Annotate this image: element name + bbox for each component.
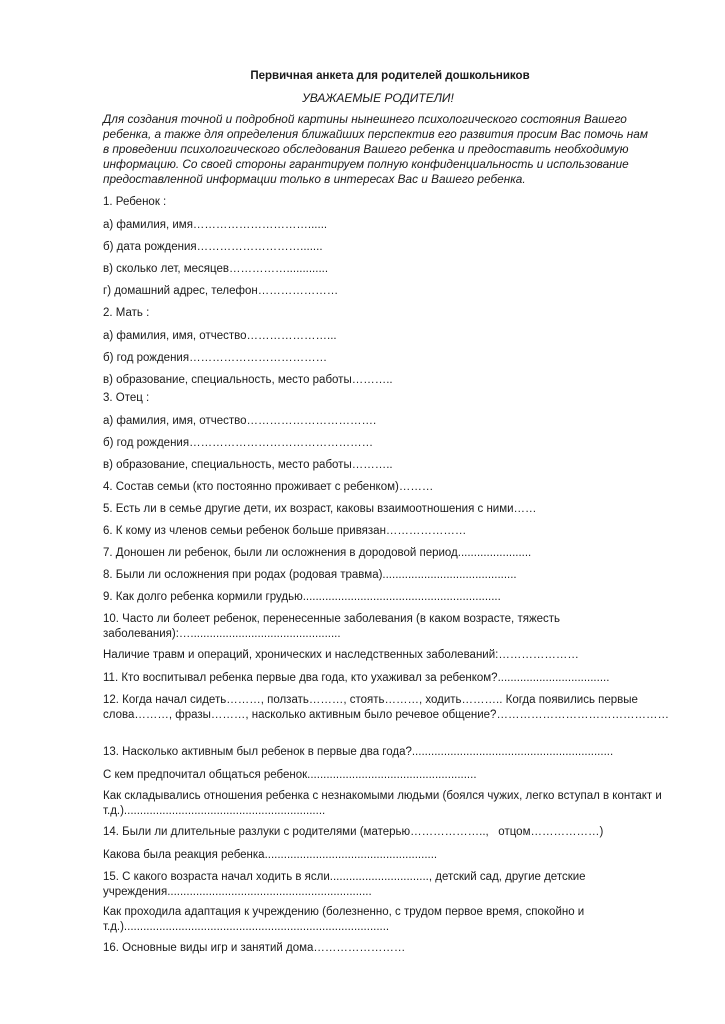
question-item: 4. Состав семьи (кто постоянно проживает с ребенком)……… bbox=[103, 481, 434, 493]
question-item: б) год рождения………………………………………… bbox=[103, 437, 374, 449]
question-item: б) год рождения……………………………… bbox=[103, 352, 328, 364]
question-item: 15. С какого возраста начал ходить в ясли..............................., детский сад, другие детские учреждения................................................................ bbox=[103, 871, 589, 898]
question-item: 13. Насколько активным был ребенок в первые два года?............................................................... bbox=[103, 746, 614, 758]
question-item: 9. Как долго ребенка кормили грудью.............................................................. bbox=[103, 591, 501, 603]
question-item: б) дата рождения………………………....... bbox=[103, 241, 323, 253]
document-title: Первичная анкета для родителей дошкольников bbox=[250, 70, 530, 82]
intro-paragraph: Для создания точной и подробной картины нынешнего психологического состояния Вашего ребенка, а также для определения ближайших перспектив его развития просим Вас помочь нам в проведении психологического обследования Вашего ребенка и предоставить необходимую информацию. Со своей стороны гарантируем полную конфиденциальность и использование предоставленной информации только в интересах Вас и Вашего ребенка. bbox=[103, 112, 648, 186]
greeting: УВАЖАЕМЫЕ РОДИТЕЛИ! bbox=[302, 91, 454, 105]
question-item: а) фамилия, имя, отчество…………………... bbox=[103, 330, 337, 342]
question-item: в) образование, специальность, место работы……….. bbox=[103, 374, 393, 386]
question-item: 3. Отец : bbox=[103, 392, 150, 404]
question-item: С кем предпочитал общаться ребенок..................................................... bbox=[103, 769, 477, 781]
question-item: Наличие травм и операций, хронических и наследственных заболеваний:………………… bbox=[103, 649, 579, 661]
question-item: 8. Были ли осложнения при родах (родовая травма).......................................... bbox=[103, 569, 517, 581]
question-item: 14. Были ли длительные разлуки с родителями (матерью……………….., отцом………………) bbox=[103, 826, 604, 838]
question-item: 16. Основные виды игр и занятий дома…………………… bbox=[103, 942, 406, 954]
question-item: в) образование, специальность, место работы……….. bbox=[103, 459, 393, 471]
question-item: 11. Кто воспитывал ребенка первые два года, кто ухаживал за ребенком?................................... bbox=[103, 672, 610, 684]
question-item: в) сколько лет, месяцев……………............. bbox=[103, 263, 329, 275]
question-item: 6. К кому из членов семьи ребенок больше привязан………………… bbox=[103, 525, 467, 537]
question-item: 7. Доношен ли ребенок, были ли осложнения в дородовой период....................... bbox=[103, 547, 532, 559]
question-item: а) фамилия, имя, отчество……………………………. bbox=[103, 415, 377, 427]
question-item: г) домашний адрес, телефон………………… bbox=[103, 285, 339, 297]
question-item: 12. Когда начал сидеть………, ползать………, стоять………, ходить……….. Когда появились первые слова………, фразы………, насколько активным было речевое общение?……………………………………… bbox=[103, 694, 669, 721]
question-item: 5. Есть ли в семье другие дети, их возраст, каковы взаимоотношения с ними…… bbox=[103, 503, 537, 515]
question-item: 1. Ребенок : bbox=[103, 196, 167, 208]
question-item: Какова была реакция ребенка...................................................... bbox=[103, 849, 438, 861]
question-item: Как складывались отношения ребенка с незнакомыми людьми (боялся чужих, легко вступал в контакт и т.д.)............................................................... bbox=[103, 790, 665, 817]
question-item: а) фамилия, имя…………………………...... bbox=[103, 219, 328, 231]
question-item: 2. Мать : bbox=[103, 307, 150, 319]
question-item: Как проходила адаптация к учреждению (болезненно, с трудом первое время, спокойно и т.д.)................................................................................... bbox=[103, 906, 588, 933]
question-item: 10. Часто ли болеет ребенок, перенесенные заболевания (в каком возрасте, тяжесть заболевания):…............................................... bbox=[103, 613, 564, 640]
